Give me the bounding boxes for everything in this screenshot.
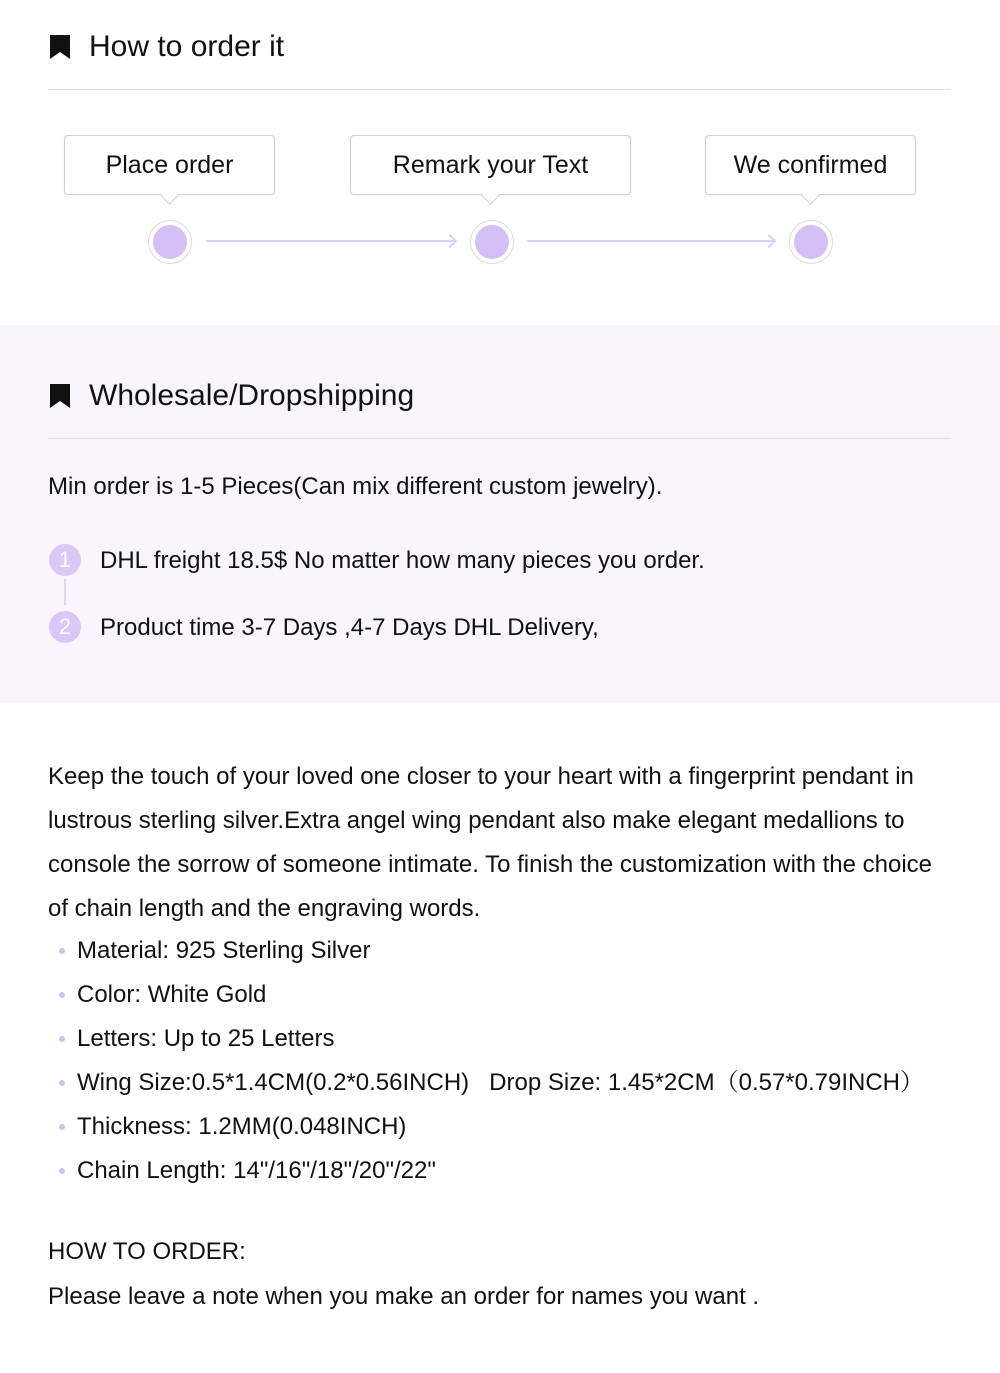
spec-item <box>48 1105 924 1149</box>
step-dot <box>471 221 513 263</box>
how-to-order-note: Please leave a note when you make an order for names you want . <box>48 1283 760 1310</box>
wholesale-heading <box>48 379 414 413</box>
order-title: How to order it <box>89 30 285 63</box>
step-dot <box>149 221 191 263</box>
divider <box>48 438 951 439</box>
step-remark-text <box>350 135 631 195</box>
spec-text: Wing Size:0.5*1.4CM(0.2*0.56INCH) Drop Size: 1.45*2CM（0.57*0.79INCH） <box>77 1069 925 1096</box>
bookmark-icon <box>48 383 72 409</box>
step-place-order <box>64 135 275 195</box>
number-badge: 1 <box>49 544 81 576</box>
step-arrow <box>206 240 454 242</box>
spec-item <box>48 1017 924 1061</box>
divider <box>48 89 951 90</box>
step-label: Remark your Text <box>392 150 589 179</box>
number-badge: 2 <box>49 611 81 643</box>
min-order-text: Min order is 1-5 Pieces(Can mix different custom jewelry). <box>48 473 663 500</box>
spec-item <box>48 929 924 973</box>
spec-item <box>48 1061 924 1105</box>
spec-text: Color: White Gold <box>77 981 267 1008</box>
spec-list <box>48 929 924 1193</box>
description-section <box>0 703 1000 1373</box>
spec-text: Material: 925 Sterling Silver <box>77 937 371 964</box>
bookmark-icon <box>48 34 72 60</box>
product-time-text: Product time 3-7 Days ,4-7 Days DHL Delivery, <box>100 614 599 641</box>
step-label: We confirmed <box>733 150 888 179</box>
bullet-dot-icon <box>59 992 65 998</box>
spec-text: Thickness: 1.2MM(0.048INCH) <box>77 1113 407 1140</box>
step-dot <box>790 221 832 263</box>
order-section <box>0 0 1000 325</box>
bullet-dot-icon <box>59 948 65 954</box>
step-label: Place order <box>105 150 234 179</box>
freight-text: DHL freight 18.5$ No matter how many pieces you order. <box>100 547 705 574</box>
spec-text: Letters: Up to 25 Letters <box>77 1025 335 1052</box>
bullet-dot-icon <box>59 1080 65 1086</box>
bullet-dot-icon <box>59 1168 65 1174</box>
spec-item <box>48 973 924 1017</box>
description-paragraph: Keep the touch of your loved one closer to your heart with a fingerprint pendant in lustrous sterling silver.Extra angel wing pendant also make elegant medallions to console the sorrow of someone intimate. To finish the customization with the choice of chain length and the engraving words. <box>48 763 933 922</box>
step-arrow <box>527 240 773 242</box>
how-to-order-title: HOW TO ORDER: <box>48 1238 246 1265</box>
badge-connector <box>64 579 66 605</box>
spec-item <box>48 1149 924 1193</box>
order-heading <box>48 30 284 64</box>
wholesale-section <box>0 325 1000 703</box>
step-we-confirmed <box>705 135 916 195</box>
wholesale-title: Wholesale/Dropshipping <box>89 379 415 412</box>
bullet-dot-icon <box>59 1124 65 1130</box>
bullet-dot-icon <box>59 1036 65 1042</box>
spec-text: Chain Length: 14"/16"/18"/20"/22" <box>77 1157 436 1184</box>
